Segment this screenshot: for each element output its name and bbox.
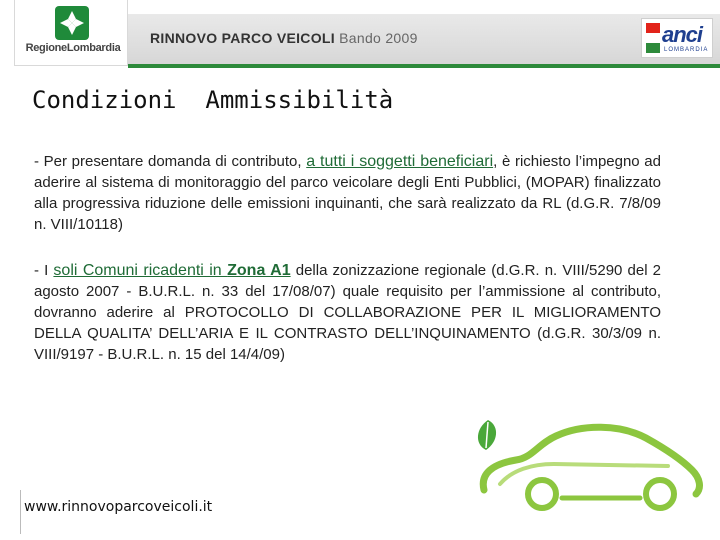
header-title-sub: Bando 2009: [339, 30, 418, 46]
website-link[interactable]: www.rinnovoparcoveicoli.it: [24, 499, 213, 515]
region-logo-icon: [55, 6, 89, 40]
header-title: [150, 30, 418, 46]
highlight-comuni: soli Comuni ricadenti in: [53, 262, 228, 279]
slide-title: Condizioni Ammissibilità: [32, 86, 394, 114]
header-title-main: RINNOVO PARCO VEICOLI: [150, 30, 335, 46]
region-logo-text: RegioneLombardia: [25, 42, 121, 54]
highlight-zona: Zona A1: [227, 262, 291, 279]
paragraph-text: della zonizzazione regionale (d.G.R. n. VIII/5290 del 2 agosto 2007 - B.U.R.L. n. 33 del 17/08/07) quale requisito per l’ammissione al contributo, dovranno aderire al PROTOCOLLO DI COLLABORAZIONE PER IL MIGLIORAMENTO DELLA QUALITA’ DELL’ARIA E IL CONTRASTO DELL’INQUINAMENTO (d.G.R. 30/3/09 n. VIII/9197 - B.U.R.L. n. 15 del 14/4/09): [34, 262, 662, 363]
paragraph-comuni: [34, 260, 661, 365]
footer-divider: [20, 490, 21, 534]
header-accent-line: [128, 64, 720, 68]
regione-lombardia-logo: [14, 0, 128, 66]
anci-logo-text: anci: [662, 22, 703, 47]
paragraph-text: , è richiesto l’impegno ad aderire al sistema di monitoraggio del parco veicolare degli Enti Pubblici, (MOPAR) finalizzato alla progressiva riduzione delle emissioni inquinanti, che sarà realizzato da RL (d.G.R. 7/8/09 n. VIII/10118): [34, 153, 661, 233]
paragraph-text: - I: [34, 262, 54, 279]
paragraph-beneficiari: [34, 151, 661, 235]
anci-flag-icon: [646, 23, 660, 53]
anci-lombardia-logo: [641, 18, 713, 58]
header: [0, 0, 720, 72]
anci-logo-subtitle: LOMBARDIA: [664, 47, 709, 53]
eco-car-icon: [470, 418, 710, 518]
highlight-beneficiari: a tutti i soggetti beneficiari: [306, 153, 494, 170]
paragraph-text: - Per presentare domanda di contributo,: [34, 153, 307, 170]
